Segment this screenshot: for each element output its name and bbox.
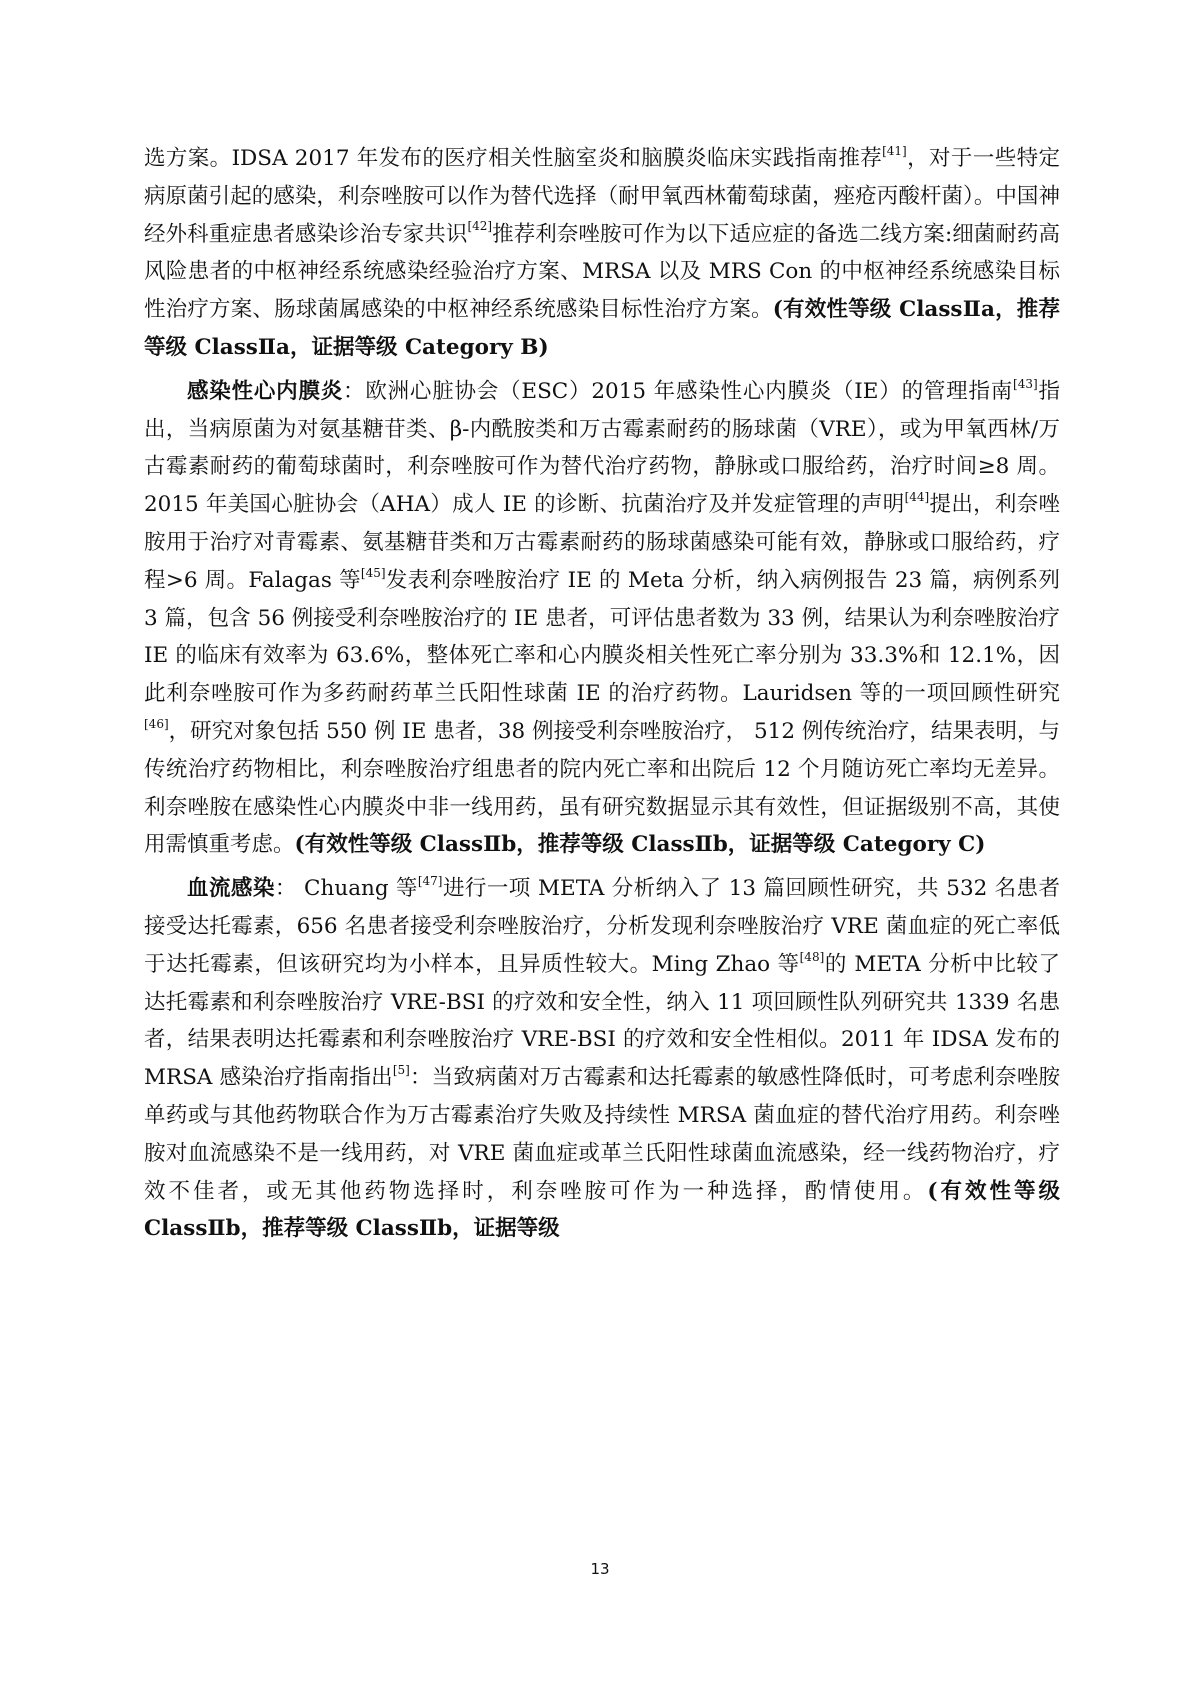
section-lead-bloodstream: 血流感染 <box>187 876 275 902</box>
text-segment: ，对于一些特定病原菌引起的感染，利奈唑胺可以作为替代选择（耐甲氧西林葡萄球菌，痤疮丙酸杆菌）。中国神经外科重症患者感染诊治专家共识 <box>144 146 1060 247</box>
page-number: 13 <box>590 1560 610 1578</box>
citation-43: [43] <box>1013 376 1038 391</box>
paragraph-endocarditis <box>144 373 1060 864</box>
text-segment: 指出，当病原菌为对氨基糖苷类、β-内酰胺类和万古霉素耐药的肠球菌（VRE），或为甲氧西林/万古霉素耐药的葡萄球菌时，利奈唑胺可作为替代治疗药物，静脉或口服给药，治疗时间≥8 周。2015 年美国心脏协会（AHA）成人 IE 的诊断、抗菌治疗及并发症管理的声明 <box>144 378 1060 518</box>
citation-42: [42] <box>467 219 493 234</box>
citation-44: [44] <box>904 490 930 505</box>
text-segment: 提出，利奈唑胺用于治疗对青霉素、氨基糖苷类和万古霉素耐药的肠球菌感染可能有效，静脉或口服给药，疗程>6 周。Falagas 等 <box>144 492 1060 593</box>
text-segment: 的 META 分析中比较了达托霉素和利奈唑胺治疗 VRE-BSI 的疗效和安全性，纳入 11 项回顾性队列研究共 1339 名患者，结果表明达托霉素和利奈唑胺治疗 VRE-BSI 的疗效和安全性相似。2011 年 IDSA 发布的 MRSA 感染治疗指南指出 <box>144 951 1060 1091</box>
text-segment: ： Chuang 等 <box>274 876 418 902</box>
citation-41: [41] <box>882 143 907 158</box>
citation-47: [47] <box>417 873 443 888</box>
document-body <box>144 140 1060 1254</box>
text-segment: ，研究对象包括 550 例 IE 患者，38 例接受利奈唑胺治疗， 512 例传统治疗，结果表明，与传统治疗药物相比，利奈唑胺治疗组患者的院内死亡率和出院后 12 个月随访死亡率均无差异。利奈唑胺在感染性心内膜炎中非一线用药，虽有研究数据显示其有效性，但证据级别不高，其使用需慎重考虑。 <box>144 718 1060 858</box>
text-segment: ：欧洲心脏协会（ESC）2015 年感染性心内膜炎（IE）的管理指南 <box>343 378 1014 404</box>
text-segment: 发表利奈唑胺治疗 IE 的 Meta 分析，纳入病例报告 23 篇，病例系列 3 篇，包含 56 例接受利奈唑胺治疗的 IE 患者，可评估患者数为 33 例，结果认为利奈唑胺治疗 IE 的临床有效率为 63.6%，整体死亡率和心内膜炎相关性死亡率分别为 33.3%和 12.1%，因此利奈唑胺可作为多药耐药革兰氏阳性球菌 IE 的治疗药物。Lauridsen 等的一项回顾性研究 <box>144 567 1060 707</box>
text-segment: ：当致病菌对万古霉素和达托霉素的敏感性降低时，可考虑利奈唑胺单药或与其他药物联合作为万古霉素治疗失败及持续性 MRSA 菌血症的替代治疗用药。利奈唑胺对血流感染不是一线用药，对 VRE 菌血症或革兰氏阳性球菌血流感染，经一线药物治疗，疗效不佳者，或无其他药物选择时，利奈唑胺可作为一种选择，酌情使用。 <box>144 1065 1060 1204</box>
citation-48: [48] <box>799 949 825 964</box>
evidence-rating: (有效性等级 ClassⅡa，推荐等级 ClassⅡa，证据等级 Category B) <box>144 297 1060 360</box>
evidence-rating: (有效性等级 ClassⅡb，推荐等级 ClassⅡb，证据等级 <box>144 1178 1060 1242</box>
paragraph-cns-infection <box>144 140 1060 367</box>
citation-45: [45] <box>360 565 386 580</box>
text-segment: 进行一项 META 分析纳入了 13 篇回顾性研究，共 532 名患者接受达托霉素，656 名患者接受利奈唑胺治疗，分析发现利奈唑胺治疗 VRE 菌血症的死亡率低于达托霉素，但该研究均为小样本，且异质性较大。Ming Zhao 等 <box>144 876 1060 977</box>
text-segment: 选方案。IDSA 2017 年发布的医疗相关性脑室炎和脑膜炎临床实践指南推荐 <box>144 146 883 171</box>
citation-46: [46] <box>144 716 169 731</box>
citation-5: [5] <box>392 1062 410 1077</box>
section-lead-endocarditis: 感染性心内膜炎 <box>187 378 344 404</box>
evidence-rating: (有效性等级 ClassⅡb，推荐等级 ClassⅡb，证据等级 Category C) <box>294 832 986 858</box>
text-segment: 推荐利奈唑胺可作为以下适应症的备选二线方案:细菌耐药高风险患者的中枢神经系统感染经验治疗方案、MRSA 以及 MRS Con 的中枢神经系统感染目标性治疗方案、肠球菌属感染的中枢神经系统感染目标性治疗方案。 <box>144 221 1060 323</box>
paragraph-bloodstream-infection <box>144 870 1060 1248</box>
